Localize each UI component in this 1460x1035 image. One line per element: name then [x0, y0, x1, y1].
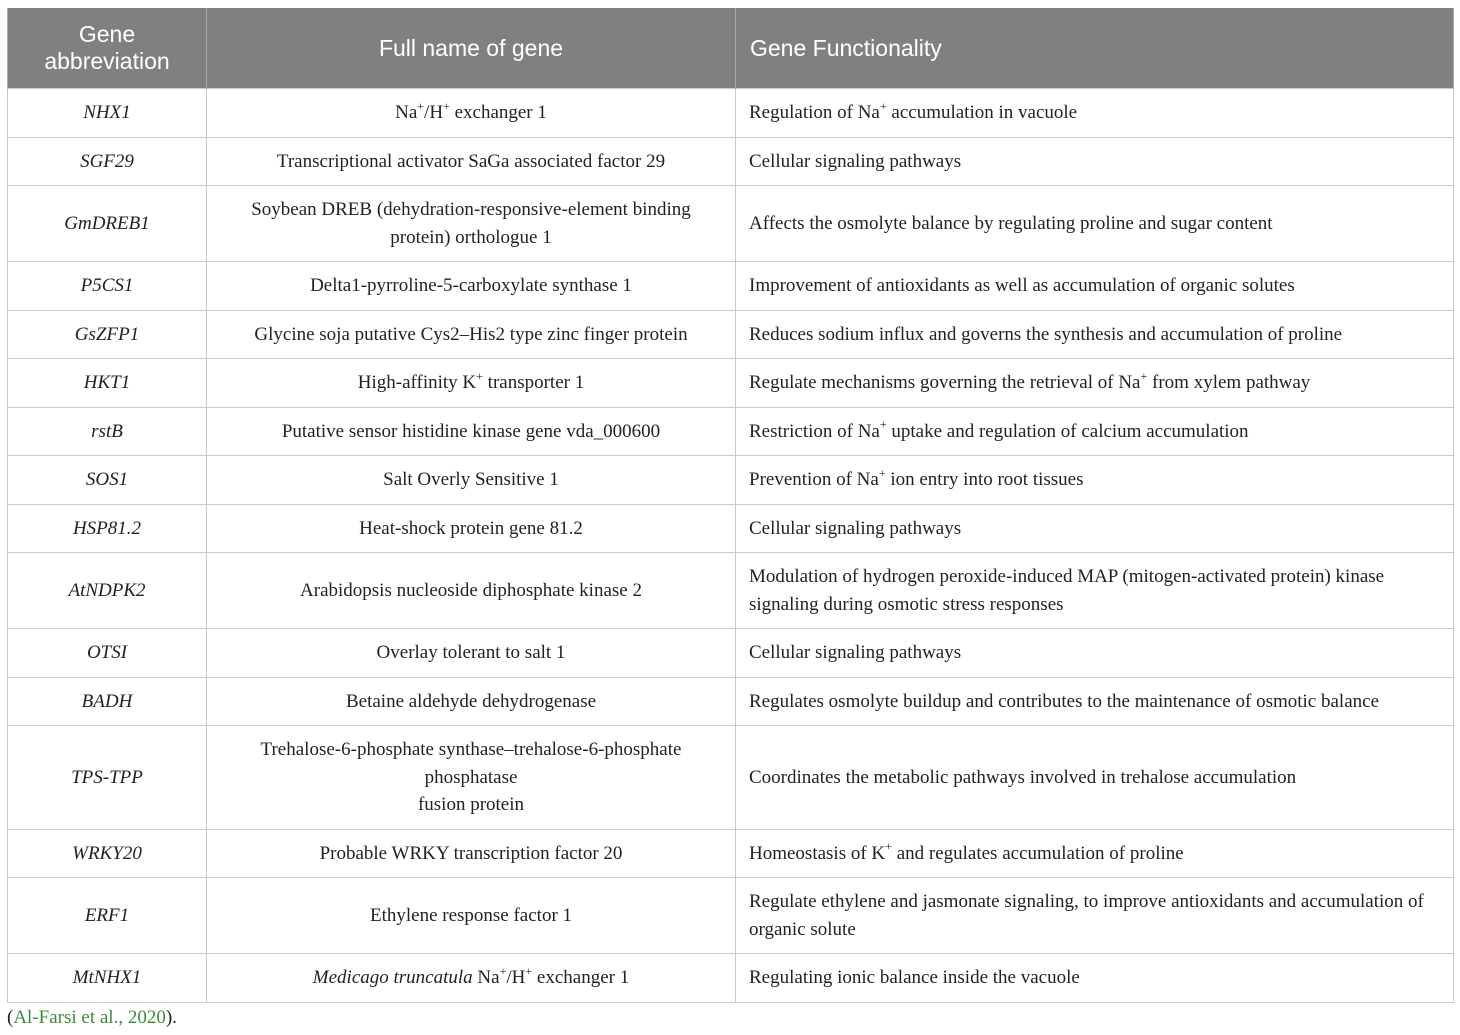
gene-abbreviation-cell: rstB [8, 407, 207, 456]
gene-abbreviation-cell: OTSI [8, 629, 207, 678]
gene-functionality-cell: Improvement of antioxidants as well as accumulation of organic solutes [736, 262, 1454, 311]
gene-abbreviation-cell: GmDREB1 [8, 186, 207, 262]
table-row [8, 359, 1454, 408]
table-row [8, 310, 1454, 359]
gene-abbreviation-cell: HSP81.2 [8, 504, 207, 553]
gene-full-name-cell: Probable WRKY transcription factor 20 [207, 829, 736, 878]
table-row [8, 878, 1454, 954]
header-full-name: Full name of gene [207, 8, 736, 89]
gene-functionality-cell: Homeostasis of K+ and regulates accumulation of proline [736, 829, 1454, 878]
gene-full-name-cell: Betaine aldehyde dehydrogenase [207, 677, 736, 726]
gene-abbreviation-cell: SOS1 [8, 456, 207, 505]
gene-functionality-cell: Coordinates the metabolic pathways involved in trehalose accumulation [736, 726, 1454, 830]
gene-full-name-cell: Delta1-pyrroline-5-carboxylate synthase 1 [207, 262, 736, 311]
citation-link[interactable]: Al-Farsi et al., 2020 [13, 1007, 166, 1028]
gene-full-name-cell: Heat-shock protein gene 81.2 [207, 504, 736, 553]
gene-abbreviation-cell: SGF29 [8, 137, 207, 186]
table-row [8, 407, 1454, 456]
gene-full-name-cell: Glycine soja putative Cys2–His2 type zinc finger protein [207, 310, 736, 359]
gene-abbreviation-cell: AtNDPK2 [8, 553, 207, 629]
table-row [8, 677, 1454, 726]
table-header-row [8, 8, 1454, 89]
table-row [8, 726, 1454, 830]
gene-abbreviation-cell: GsZFP1 [8, 310, 207, 359]
table-row [8, 137, 1454, 186]
gene-functionality-cell: Regulating ionic balance inside the vacuole [736, 954, 1454, 1003]
gene-functionality-cell: Reduces sodium influx and governs the synthesis and accumulation of proline [736, 310, 1454, 359]
gene-full-name-cell: Overlay tolerant to salt 1 [207, 629, 736, 678]
table-row [8, 89, 1454, 138]
table-row [8, 553, 1454, 629]
gene-functionality-cell: Affects the osmolyte balance by regulating proline and sugar content [736, 186, 1454, 262]
gene-full-name-cell: Medicago truncatula Na+/H+ exchanger 1 [207, 954, 736, 1003]
table-row [8, 829, 1454, 878]
gene-functionality-cell: Modulation of hydrogen peroxide-induced MAP (mitogen-activated protein) kinase signaling during osmotic stress responses [736, 553, 1454, 629]
gene-functionality-cell: Restriction of Na+ uptake and regulation of calcium accumulation [736, 407, 1454, 456]
gene-full-name-cell: Na+/H+ exchanger 1 [207, 89, 736, 138]
gene-full-name-cell: Transcriptional activator SaGa associated factor 29 [207, 137, 736, 186]
gene-abbreviation-cell: NHX1 [8, 89, 207, 138]
gene-full-name-cell: Arabidopsis nucleoside diphosphate kinase 2 [207, 553, 736, 629]
table-row [8, 262, 1454, 311]
gene-functionality-cell: Cellular signaling pathways [736, 504, 1454, 553]
gene-abbreviation-cell: HKT1 [8, 359, 207, 408]
gene-abbreviation-cell: TPS-TPP [8, 726, 207, 830]
gene-functionality-cell: Cellular signaling pathways [736, 137, 1454, 186]
gene-abbreviation-cell: MtNHX1 [8, 954, 207, 1003]
gene-abbreviation-cell: P5CS1 [8, 262, 207, 311]
table-row [8, 629, 1454, 678]
gene-full-name-cell: Soybean DREB (dehydration-responsive-element binding protein) orthologue 1 [207, 186, 736, 262]
gene-functionality-cell: Regulate mechanisms governing the retrieval of Na+ from xylem pathway [736, 359, 1454, 408]
table-row [8, 186, 1454, 262]
header-gene-functionality: Gene Functionality [736, 8, 1454, 89]
gene-functionality-cell: Regulates osmolyte buildup and contributes to the maintenance of osmotic balance [736, 677, 1454, 726]
header-gene-abbreviation: Gene abbreviation [8, 8, 207, 89]
table-row [8, 504, 1454, 553]
gene-functionality-cell: Prevention of Na+ ion entry into root tissues [736, 456, 1454, 505]
gene-full-name-cell: Trehalose-6-phosphate synthase–trehalose-6-phosphate phosphatase fusion protein [207, 726, 736, 830]
gene-abbreviation-cell: BADH [8, 677, 207, 726]
gene-full-name-cell: Ethylene response factor 1 [207, 878, 736, 954]
table-row [8, 456, 1454, 505]
gene-functionality-cell: Regulate ethylene and jasmonate signaling, to improve antioxidants and accumulation of organic solute [736, 878, 1454, 954]
gene-table [7, 8, 1454, 1003]
gene-functionality-cell: Regulation of Na+ accumulation in vacuole [736, 89, 1454, 138]
table-row [8, 954, 1454, 1003]
table-footnote: (Al-Farsi et al., 2020). [7, 1007, 177, 1028]
gene-abbreviation-cell: WRKY20 [8, 829, 207, 878]
gene-full-name-cell: Salt Overly Sensitive 1 [207, 456, 736, 505]
gene-functionality-cell: Cellular signaling pathways [736, 629, 1454, 678]
gene-table-container [7, 8, 1453, 1003]
gene-full-name-cell: High-affinity K+ transporter 1 [207, 359, 736, 408]
gene-abbreviation-cell: ERF1 [8, 878, 207, 954]
gene-full-name-cell: Putative sensor histidine kinase gene vda_000600 [207, 407, 736, 456]
